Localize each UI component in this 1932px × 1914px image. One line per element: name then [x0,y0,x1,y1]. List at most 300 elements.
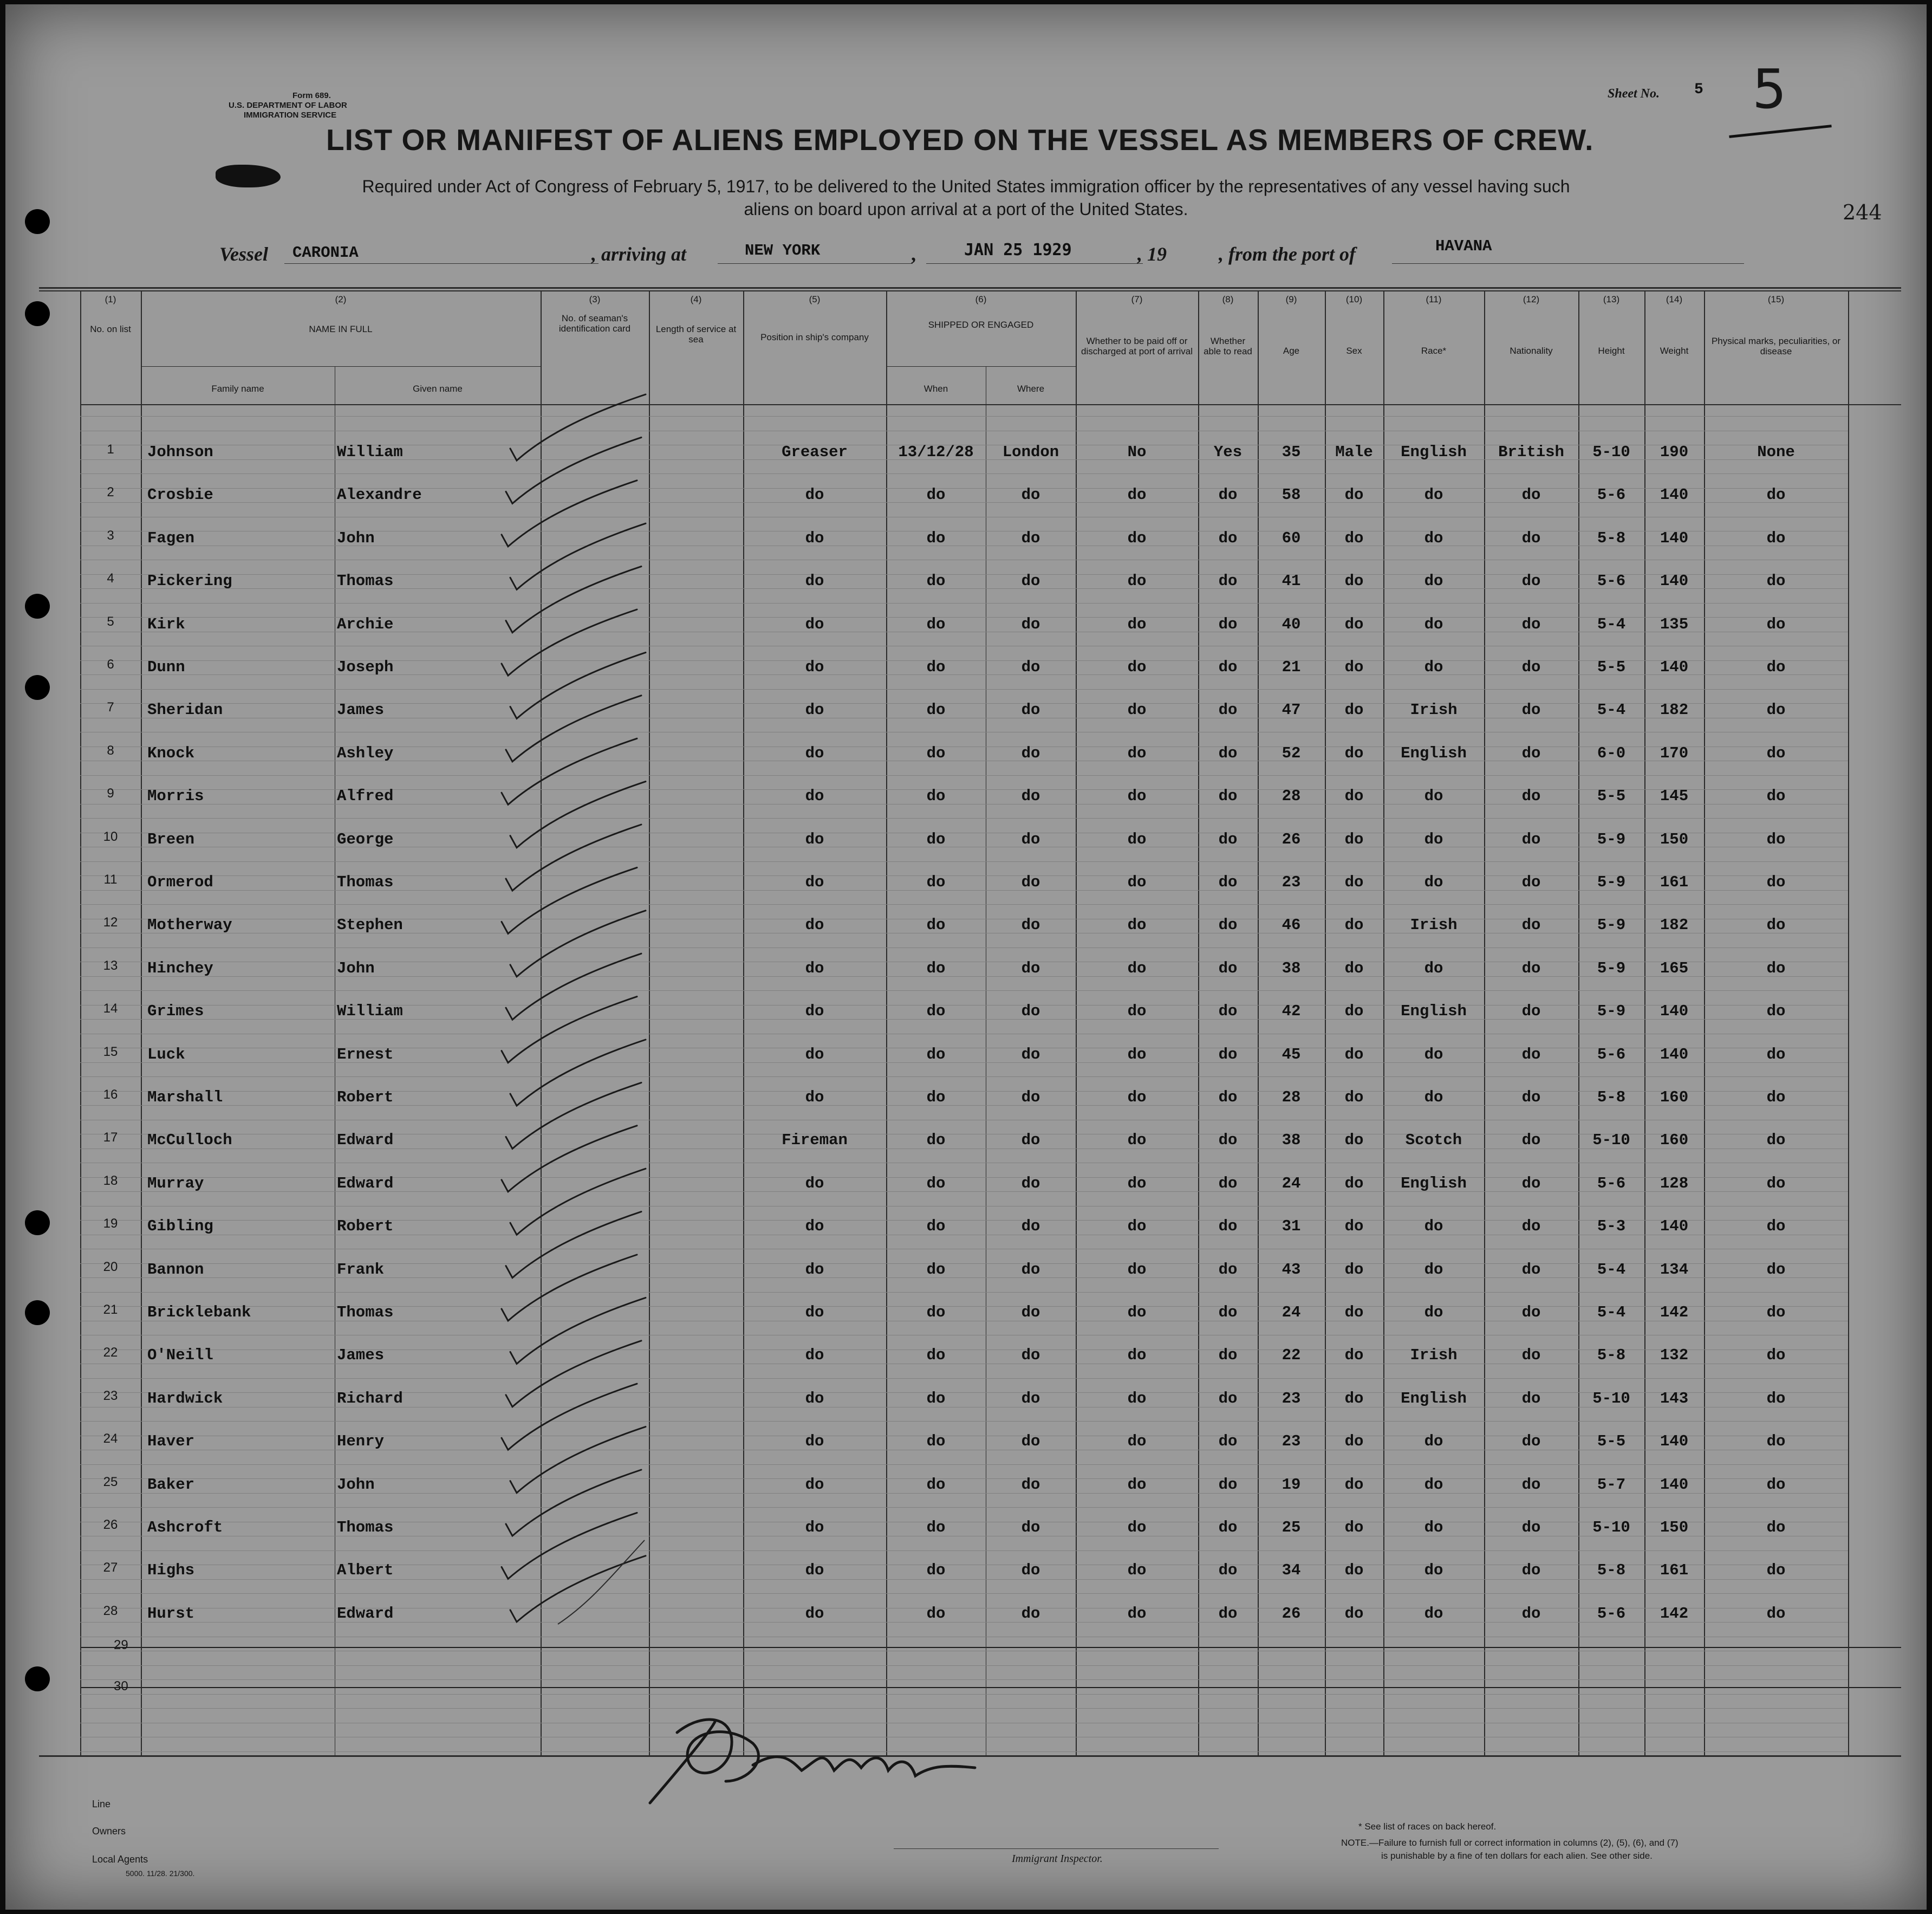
cell-no: 13 [103,958,118,973]
cell-family: Motherway [147,916,232,935]
cell-weight: 140 [1660,1002,1689,1021]
sheet-no-typed: 5 [1694,81,1703,98]
subtitle-line-1: Required under Act of Congress of February 5, 1917, to be delivered to the United States immigration officer by the representatives of any vessel having such [362,177,1570,196]
cell-read: do [1218,1432,1238,1451]
cell-race: do [1424,1303,1443,1321]
cell-marks: do [1766,1217,1786,1236]
cell-when: do [926,701,946,719]
cell-age: 25 [1282,1519,1301,1536]
vessel-name: CARONIA [292,244,359,262]
cell-height: 5-6 [1597,1045,1626,1063]
service: IMMIGRATION SERVICE [244,111,337,120]
cell-marks: do [1766,830,1786,848]
cell-height: 5-9 [1597,959,1626,977]
checkmark-stroke [502,997,637,1063]
cell-position: do [805,701,824,719]
cell-height: 5-9 [1597,873,1626,891]
cell-family: Knock [147,744,195,762]
cell-family: Marshall [147,1088,223,1106]
cell-where: London [1002,443,1059,461]
checkmarks-layer [5,4,1927,1910]
cell-position: do [805,787,824,806]
column-number-12: (12) [1523,294,1540,304]
cell-nationality: do [1521,658,1541,676]
cell-read: do [1218,486,1238,504]
cell-weight: 134 [1660,1260,1689,1279]
checkmark-stroke [502,1384,637,1450]
cell-nationality: do [1521,1389,1541,1407]
cell-sex: do [1344,830,1364,848]
checkmark-stroke [502,867,637,933]
cell-weight: 160 [1660,1131,1689,1150]
checkmark-stroke [502,1513,637,1579]
cell-no: 4 [107,571,114,586]
checkmark-stroke [506,437,641,503]
cell-paid: do [1127,1303,1147,1321]
cell-height: 5-8 [1597,1088,1626,1106]
cell-paid: do [1127,1174,1147,1192]
cell-sex: Male [1335,443,1373,461]
cell-given: Joseph [337,658,394,676]
inspector-signature-line [894,1848,1219,1849]
inspector-label: Immigrant Inspector. [1012,1853,1103,1865]
cell-marks: do [1766,744,1786,762]
cell-position: do [805,1519,824,1536]
cell-marks: do [1766,1174,1786,1192]
cell-family: McCulloch [147,1131,232,1150]
checkmark-stroke [506,1341,641,1407]
cell-given: George [337,830,394,848]
subheader-given: Given name [413,384,463,394]
cell-where: do [1021,873,1040,891]
cell-race: English [1401,443,1467,461]
cell-weight: 182 [1660,916,1689,935]
cell-given: Ernest [337,1045,394,1063]
column-header-6: SHIPPED OR ENGAGED [928,320,1034,330]
cell-sex: do [1344,1346,1364,1365]
cell-position: do [805,572,824,591]
sheet-no-label: Sheet No. [1608,87,1660,101]
column-number-13: (13) [1603,294,1620,304]
cell-position: do [805,959,824,977]
column-number-6: (6) [975,294,987,304]
cell-read: do [1218,1389,1238,1407]
cell-race: do [1424,1088,1443,1106]
cell-age: 24 [1282,1303,1301,1321]
cell-height: 5-4 [1597,701,1626,719]
cell-height: 5-5 [1597,1432,1626,1451]
cell-no: 11 [103,872,118,887]
cell-when: do [926,1303,946,1321]
cell-where: do [1021,1303,1040,1321]
column-number-9: (9) [1285,294,1297,304]
cell-paid: do [1127,1346,1147,1365]
cell-age: 22 [1282,1346,1301,1365]
cell-sex: do [1344,873,1364,891]
subheader-when: When [923,384,948,394]
cell-family: Dunn [147,658,185,676]
cell-position: do [805,1604,824,1623]
cell-nationality: do [1521,1217,1541,1236]
cell-marks: do [1766,1519,1786,1536]
arriving-label: , arriving at [591,243,687,265]
cell-paid: do [1127,658,1147,676]
cell-paid: do [1127,916,1147,935]
cell-position: do [805,1260,824,1279]
cell-nationality: do [1521,1260,1541,1279]
cell-marks: do [1766,1303,1786,1321]
cell-given: Ashley [337,744,394,762]
cell-when: do [926,1088,946,1106]
cell-where: do [1021,830,1040,848]
cell-position: do [805,1002,824,1021]
cell-race: Irish [1410,701,1458,719]
cell-nationality: do [1521,1088,1541,1106]
cell-paid: do [1127,1389,1147,1407]
cell-nationality: do [1521,701,1541,719]
form-number: Form 689. [292,91,331,100]
cell-height: 5-9 [1597,916,1626,935]
checkmark-stroke [510,1169,646,1235]
cell-paid: do [1127,787,1147,806]
checkmark-stroke [510,1297,646,1364]
checkmark-stroke [506,696,641,762]
cell-marks: do [1766,1131,1786,1150]
cell-race: do [1424,959,1443,977]
cell-weight: 140 [1660,1475,1689,1494]
column-number-14: (14) [1666,294,1683,304]
cell-no: 16 [103,1087,118,1102]
cell-nationality: do [1521,1174,1541,1192]
cell-family: Highs [147,1561,195,1580]
checkmark-stroke [510,394,646,460]
column-number-2: (2) [335,294,347,304]
arrival-date-stamp: JAN 25 1929 [964,241,1072,259]
cell-family: Breen [147,830,195,848]
cell-where: do [1021,1346,1040,1365]
cell-read: do [1218,1475,1238,1494]
cell-paid: do [1127,830,1147,848]
cell-sex: do [1344,959,1364,977]
cell-paid: do [1127,701,1147,719]
cell-nationality: do [1521,787,1541,806]
column-number-7: (7) [1131,294,1143,304]
cell-when: do [926,873,946,891]
cell-where: do [1021,1432,1040,1451]
cell-race: do [1424,830,1443,848]
cell-height: 5-4 [1597,1260,1626,1279]
cell-when: do [926,1519,946,1536]
cell-nationality: do [1521,916,1541,935]
checkmark-stroke [502,609,637,676]
cell-weight: 142 [1660,1303,1689,1321]
cell-marks: do [1766,916,1786,935]
cell-age: 47 [1282,701,1301,719]
cell-weight: 161 [1660,873,1689,891]
cell-age: 35 [1282,443,1301,461]
cell-height: 5-8 [1597,529,1626,547]
checkmark-stroke [502,481,637,547]
checkmark-stroke [510,1556,646,1622]
cell-height: 5-10 [1592,443,1630,461]
column-header-7: Whether to be paid off or discharged at port of arrival [1081,336,1193,356]
cell-no: 26 [103,1517,118,1532]
cell-read: do [1218,744,1238,762]
cell-where: do [1021,572,1040,591]
column-number-3: (3) [589,294,601,304]
cell-family: Johnson [147,443,213,461]
cell-age: 38 [1282,1131,1301,1150]
cell-where: do [1021,1475,1040,1494]
cell-height: 5-6 [1597,1174,1626,1192]
cell-when: do [926,1260,946,1279]
cell-when: do [926,959,946,977]
cell-nationality: do [1521,1346,1541,1365]
cell-age: 58 [1282,486,1301,504]
cell-paid: do [1127,615,1147,633]
column-header-8: Whether able to read [1204,336,1252,356]
cell-given: John [337,959,375,977]
cell-paid: do [1127,1561,1147,1580]
cell-given: Stephen [337,916,403,935]
cell-paid: do [1127,1088,1147,1106]
cell-weight: 145 [1660,787,1689,806]
cell-nationality: do [1521,1604,1541,1623]
cell-when: do [926,1045,946,1063]
cell-paid: do [1127,744,1147,762]
penalty-note-2: is punishable by a fine of ten dollars for each alien. See other side. [1381,1851,1653,1861]
cell-when: 13/12/28 [898,443,974,461]
cell-age: 28 [1282,1088,1301,1106]
cell-age: 60 [1282,529,1301,547]
cell-race: do [1424,787,1443,806]
cell-marks: None [1757,443,1795,461]
cell-position: do [805,1217,824,1236]
column-header-12: Nationality [1510,346,1553,356]
cell-no: 17 [103,1130,118,1145]
cell-sex: do [1344,1217,1364,1236]
cell-given: Thomas [337,1303,394,1321]
cell-position: do [805,615,824,633]
cell-sex: do [1344,744,1364,762]
cell-when: do [926,1604,946,1623]
cell-no: 18 [103,1173,118,1188]
cell-marks: do [1766,1475,1786,1494]
cell-race: do [1424,615,1443,633]
cell-height: 5-7 [1597,1475,1626,1494]
column-number-11: (11) [1426,294,1442,304]
arrival-port: NEW YORK [745,242,821,259]
cell-nationality: do [1521,1002,1541,1021]
cell-race: English [1401,1002,1467,1021]
cell-marks: do [1766,1604,1786,1623]
cell-when: do [926,1432,946,1451]
checkmark-stroke [506,1082,641,1149]
cell-family: Kirk [147,615,185,633]
cell-when: do [926,1389,946,1407]
cell-read: do [1218,1346,1238,1365]
cell-height: 5-6 [1597,486,1626,504]
cell-paid: do [1127,873,1147,891]
cell-weight: 142 [1660,1604,1689,1623]
cell-weight: 161 [1660,1561,1689,1580]
cell-paid: do [1127,529,1147,547]
cell-family: Hinchey [147,959,213,977]
cell-sex: do [1344,1519,1364,1536]
cell-when: do [926,1475,946,1494]
cell-position: do [805,1475,824,1494]
cell-paid: do [1127,1604,1147,1623]
cell-marks: do [1766,787,1786,806]
column-header-2: NAME IN FULL [309,324,373,334]
cell-read: do [1218,1174,1238,1192]
cell-no: 1 [107,442,114,457]
cell-read: do [1218,1260,1238,1279]
cell-height: 5-8 [1597,1561,1626,1580]
cell-read: do [1218,1303,1238,1321]
cell-family: Ashcroft [147,1519,223,1536]
column-number-5: (5) [809,294,821,304]
cell-nationality: do [1521,744,1541,762]
cell-where: do [1021,486,1040,504]
cell-when: do [926,1346,946,1365]
cell-given: Thomas [337,873,394,891]
checkmark-stroke [506,1212,641,1278]
cell-position: do [805,486,824,504]
cell-given: John [337,529,375,547]
column-header-14: Weight [1660,346,1689,356]
cell-weight: 150 [1660,830,1689,848]
cell-no: 10 [103,829,118,844]
cell-nationality: do [1521,1303,1541,1321]
cell-weight: 150 [1660,1519,1689,1536]
cell-no: 8 [107,743,114,758]
cell-race: do [1424,529,1443,547]
owners-label: Owners [92,1826,126,1837]
cell-marks: do [1766,658,1786,676]
cell-position: do [805,1045,824,1063]
cell-weight: 190 [1660,443,1689,461]
cell-race: do [1424,1519,1443,1536]
checkmark-stroke [502,1126,637,1192]
cell-no: 24 [103,1431,118,1446]
cell-sex: do [1344,1260,1364,1279]
cell-age: 26 [1282,1604,1301,1623]
cell-sex: do [1344,1303,1364,1321]
cell-position: do [805,916,824,935]
cell-age: 38 [1282,959,1301,977]
cell-read: do [1218,615,1238,633]
cell-given: Robert [337,1217,394,1236]
cell-nationality: do [1521,1432,1541,1451]
cell-height: 5-8 [1597,1346,1626,1365]
cell-family: O'Neill [147,1346,213,1365]
column-number-4: (4) [690,294,702,304]
cell-weight: 140 [1660,486,1689,504]
column-header-9: Age [1283,346,1300,356]
cell-race: Scotch [1405,1131,1462,1150]
cell-no: 20 [103,1259,118,1274]
cell-nationality: do [1521,1045,1541,1063]
cell-paid: do [1127,1002,1147,1021]
cell-weight: 140 [1660,572,1689,591]
cell-where: do [1021,1217,1040,1236]
cell-given: Thomas [337,572,394,591]
cell-marks: do [1766,1260,1786,1279]
cell-when: do [926,658,946,676]
year-prefix: , 19 [1137,243,1167,265]
cell-family: Morris [147,787,204,806]
cell-height: 5-9 [1597,1002,1626,1021]
cell-weight: 160 [1660,1088,1689,1106]
cell-read: do [1218,1002,1238,1021]
cell-position: do [805,529,824,547]
cell-read: do [1218,873,1238,891]
cell-given: William [337,443,403,461]
cell-family: Sheridan [147,701,223,719]
column-number-8: (8) [1222,294,1234,304]
cell-where: do [1021,1260,1040,1279]
cell-height: 5-9 [1597,830,1626,848]
cell-paid: No [1127,443,1147,461]
cell-read: do [1218,1045,1238,1063]
cell-given: Archie [337,615,394,633]
cell-weight: 140 [1660,658,1689,676]
cell-read: do [1218,787,1238,806]
cell-position: do [805,1432,824,1451]
cell-race: Irish [1410,916,1458,935]
cell-weight: 143 [1660,1389,1689,1407]
cell-family: Murray [147,1174,204,1192]
cell-family: Gibling [147,1217,213,1236]
cell-no: 21 [103,1302,118,1317]
cell-sex: do [1344,615,1364,633]
cell-height: 5-3 [1597,1217,1626,1236]
comma-1: , [911,243,916,265]
cell-paid: do [1127,1432,1147,1451]
cell-sex: do [1344,787,1364,806]
row-number-29: 29 [114,1638,128,1652]
cell-sex: do [1344,701,1364,719]
cell-race: do [1424,1475,1443,1494]
cell-read: do [1218,916,1238,935]
cell-marks: do [1766,1432,1786,1451]
cell-when: do [926,572,946,591]
cell-height: 5-5 [1597,658,1626,676]
cell-position: do [805,658,824,676]
cell-age: 26 [1282,830,1301,848]
cell-nationality: do [1521,1519,1541,1536]
cell-sex: do [1344,572,1364,591]
column-header-3: No. of seaman's identification card [558,313,631,334]
checkmark-stroke [510,523,646,589]
cell-family: Grimes [147,1002,204,1021]
checkmark-stroke [510,911,646,977]
cell-when: do [926,830,946,848]
cell-weight: 128 [1660,1174,1689,1192]
cell-where: do [1021,1174,1040,1192]
cell-age: 31 [1282,1217,1301,1236]
cell-height: 5-4 [1597,615,1626,633]
cell-sex: do [1344,1561,1364,1580]
checkmark-stroke [502,738,637,804]
cell-read: do [1218,1131,1238,1150]
column-number-1: (1) [105,294,116,304]
cell-when: do [926,486,946,504]
cell-race: do [1424,1604,1443,1623]
cell-height: 5-4 [1597,1303,1626,1321]
cell-given: Robert [337,1088,394,1106]
